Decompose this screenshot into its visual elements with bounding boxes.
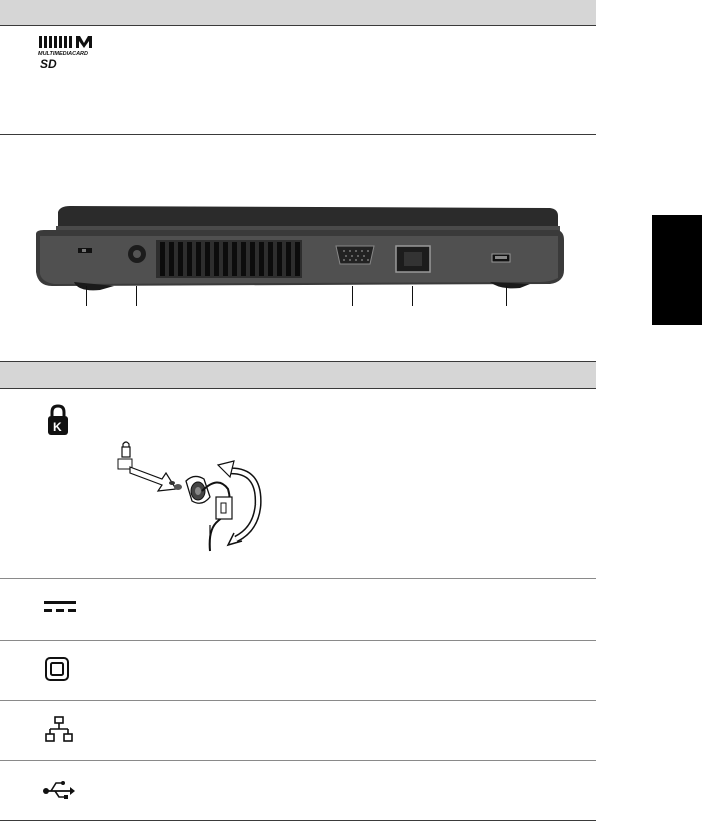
external-display-port-icon (45, 657, 69, 681)
svg-text:K: K (53, 420, 62, 434)
callout-line-2 (136, 286, 137, 306)
usb-icon (42, 778, 76, 800)
table-rule (0, 820, 596, 821)
table-rule (0, 700, 596, 701)
laptop-left-side-view (30, 200, 570, 296)
callout-line-5 (506, 286, 507, 306)
table-rule (0, 25, 596, 26)
callout-line-1 (86, 286, 87, 306)
kensington-lock-icon (46, 404, 70, 436)
table-rule (0, 640, 596, 641)
table-rule (0, 134, 596, 135)
callout-line-3 (352, 286, 353, 306)
table-header-ports (0, 362, 596, 388)
svg-text:MULTIMEDIACARD: MULTIMEDIACARD (38, 51, 89, 57)
table-rule (0, 578, 596, 579)
table-rule (0, 760, 596, 761)
table-rule (0, 388, 596, 389)
callout-line-4 (412, 286, 413, 306)
table-header-top (0, 0, 596, 25)
chapter-tab (652, 215, 702, 325)
svg-text:SD: SD (40, 57, 57, 70)
lock-cable-diagram (110, 405, 270, 553)
ethernet-icon (45, 716, 73, 744)
dc-in-icon (44, 600, 76, 614)
mmc-sd-card-icon (38, 36, 100, 70)
